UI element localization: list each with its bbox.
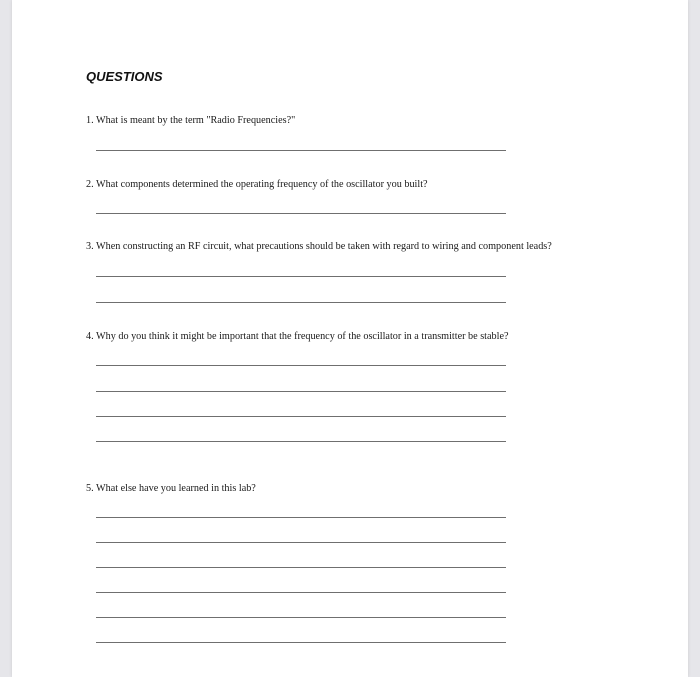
answer-line-q5[interactable]	[96, 517, 506, 518]
answer-line-q5[interactable]	[96, 567, 506, 568]
question-2: 2. What components determined the operating frequency of the oscillator you built?	[86, 179, 428, 190]
answer-line-q4[interactable]	[96, 391, 506, 392]
answer-line-q4[interactable]	[96, 416, 506, 417]
answer-line-q2[interactable]	[96, 213, 506, 214]
answer-line-q5[interactable]	[96, 542, 506, 543]
answer-line-q3[interactable]	[96, 276, 506, 277]
document-page	[12, 0, 688, 677]
question-4: 4. Why do you think it might be important that the frequency of the oscillator in a transmitter be stable?	[86, 331, 509, 342]
answer-line-q1[interactable]	[96, 150, 506, 151]
question-1: 1. What is meant by the term "Radio Frequencies?"	[86, 115, 296, 126]
answer-line-q5[interactable]	[96, 642, 506, 643]
question-5: 5. What else have you learned in this lab?	[86, 483, 256, 494]
answer-line-q5[interactable]	[96, 592, 506, 593]
answer-line-q4[interactable]	[96, 365, 506, 366]
answer-line-q4[interactable]	[96, 441, 506, 442]
section-heading: QUESTIONS	[86, 69, 163, 84]
question-3: 3. When constructing an RF circuit, what precautions should be taken with regard to wiring and component leads?	[86, 241, 552, 252]
answer-line-q5[interactable]	[96, 617, 506, 618]
answer-line-q3[interactable]	[96, 302, 506, 303]
